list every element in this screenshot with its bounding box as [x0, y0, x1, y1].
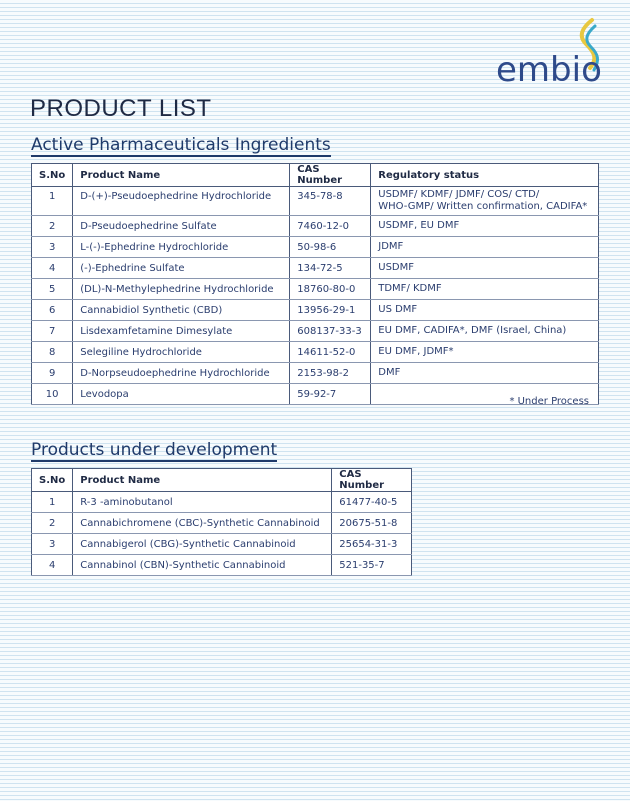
cell-cas-number: 345-78-8	[290, 187, 371, 216]
regulatory-status-line: EU DMF, CADIFA*, DMF (Israel, China)	[378, 325, 567, 336]
header-product-name: Product Name	[73, 164, 290, 187]
cell-regulatory-status	[371, 363, 599, 384]
table-row	[32, 216, 599, 237]
development-section-title: Products under development	[31, 440, 278, 460]
header-cas-number: CAS Number	[332, 469, 412, 492]
cell-cas-number: 25654-31-3	[332, 534, 412, 555]
cell-product-name: L-(-)-Ephedrine Hydrochloride	[73, 237, 290, 258]
regulatory-status-line: TDMF/ KDMF	[378, 283, 442, 294]
cell-sno: 1	[32, 187, 73, 216]
regulatory-status-line: WHO-GMP/ Written confirmation, CADIFA*	[378, 201, 588, 212]
cell-cas-number: 521-35-7	[332, 555, 412, 576]
cell-cas-number: 20675-51-8	[332, 513, 412, 534]
table-row	[32, 187, 599, 216]
table-row	[32, 300, 599, 321]
regulatory-status-line: USDMF, EU DMF	[378, 220, 460, 231]
regulatory-status-line: EU DMF, JDMF*	[378, 346, 454, 357]
development-product-table	[31, 468, 412, 576]
cell-sno: 6	[32, 300, 73, 321]
cell-sno: 9	[32, 363, 73, 384]
api-section-title: Active Pharmaceuticals Ingredients	[31, 135, 331, 155]
page-title: PRODUCT LIST	[30, 95, 212, 122]
cell-cas-number: 14611-52-0	[290, 342, 371, 363]
cell-sno: 1	[32, 492, 73, 513]
table-row	[32, 492, 412, 513]
embio-logo	[494, 14, 614, 94]
cell-cas-number: 2153-98-2	[290, 363, 371, 384]
cell-cas-number: 608137-33-3	[290, 321, 371, 342]
table-header-row	[32, 164, 599, 187]
logo-text: embio	[496, 50, 602, 90]
cell-product-name: Cannabigerol (CBG)-Synthetic Cannabinoid	[73, 534, 332, 555]
cell-regulatory-status	[371, 216, 599, 237]
cell-cas-number: 59-92-7	[290, 384, 371, 405]
cell-regulatory-status	[371, 279, 599, 300]
regulatory-status-line: JDMF	[378, 241, 404, 252]
cell-regulatory-status	[371, 300, 599, 321]
under-process-note: * Under Process	[509, 396, 589, 407]
cell-sno: 8	[32, 342, 73, 363]
cell-product-name: (DL)-N-Methylephedrine Hydrochloride	[73, 279, 290, 300]
cell-product-name: R-3 -aminobutanol	[73, 492, 332, 513]
cell-product-name: (-)-Ephedrine Sulfate	[73, 258, 290, 279]
cell-regulatory-status	[371, 258, 599, 279]
cell-cas-number: 50-98-6	[290, 237, 371, 258]
cell-product-name: Lisdexamfetamine Dimesylate	[73, 321, 290, 342]
cell-sno: 3	[32, 534, 73, 555]
cell-regulatory-status	[371, 342, 599, 363]
table-row	[32, 555, 412, 576]
cell-sno: 10	[32, 384, 73, 405]
api-product-table	[31, 163, 599, 405]
cell-cas-number: 7460-12-0	[290, 216, 371, 237]
table-row	[32, 534, 412, 555]
cell-product-name: Levodopa	[73, 384, 290, 405]
regulatory-status-line: USDMF/ KDMF/ JDMF/ COS/ CTD/	[378, 189, 540, 200]
cell-product-name: Cannabidiol Synthetic (CBD)	[73, 300, 290, 321]
table-row	[32, 342, 599, 363]
cell-sno: 7	[32, 321, 73, 342]
table-row	[32, 321, 599, 342]
header-cas-number: CAS Number	[290, 164, 371, 187]
header-sno: S.No	[32, 469, 73, 492]
cell-product-name: D-Norpseudoephedrine Hydrochloride	[73, 363, 290, 384]
regulatory-status-line: US DMF	[378, 304, 418, 315]
table-row	[32, 279, 599, 300]
cell-sno: 4	[32, 258, 73, 279]
cell-product-name: Selegiline Hydrochloride	[73, 342, 290, 363]
table-row	[32, 237, 599, 258]
cell-sno: 5	[32, 279, 73, 300]
cell-regulatory-status	[371, 237, 599, 258]
header-product-name: Product Name	[73, 469, 332, 492]
cell-sno: 4	[32, 555, 73, 576]
cell-cas-number: 61477-40-5	[332, 492, 412, 513]
cell-sno: 2	[32, 216, 73, 237]
table-row	[32, 363, 599, 384]
table-row	[32, 513, 412, 534]
cell-product-name: D-(+)-Pseudoephedrine Hydrochloride	[73, 187, 290, 216]
development-table-body	[32, 492, 412, 576]
cell-product-name: D-Pseudoephedrine Sulfate	[73, 216, 290, 237]
table-row	[32, 258, 599, 279]
cell-sno: 2	[32, 513, 73, 534]
cell-regulatory-status	[371, 187, 599, 216]
api-table-body	[32, 187, 599, 405]
regulatory-status-line: DMF	[378, 367, 401, 378]
cell-product-name: Cannabinol (CBN)-Synthetic Cannabinoid	[73, 555, 332, 576]
header-sno: S.No	[32, 164, 73, 187]
cell-cas-number: 18760-80-0	[290, 279, 371, 300]
header-regulatory-status: Regulatory status	[371, 164, 599, 187]
cell-product-name: Cannabichromene (CBC)-Synthetic Cannabinoid	[73, 513, 332, 534]
cell-cas-number: 134-72-5	[290, 258, 371, 279]
cell-cas-number: 13956-29-1	[290, 300, 371, 321]
table-header-row	[32, 469, 412, 492]
cell-sno: 3	[32, 237, 73, 258]
regulatory-status-line: USDMF	[378, 262, 414, 273]
cell-regulatory-status	[371, 321, 599, 342]
